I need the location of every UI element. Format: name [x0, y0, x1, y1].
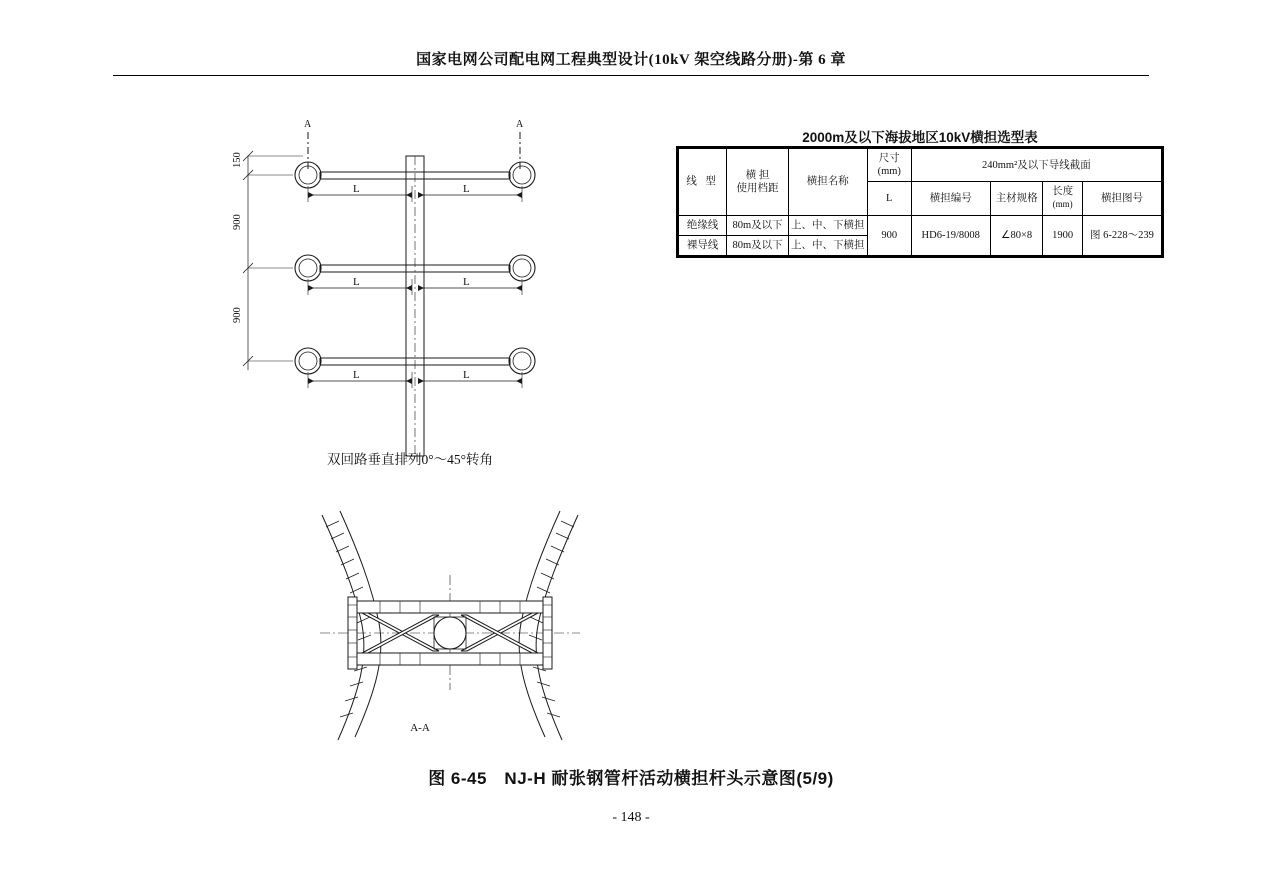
th-span [727, 149, 788, 216]
cell-code: HD6-19/8008 [911, 215, 990, 255]
th-length-L: L [867, 182, 911, 215]
cell-length-L: 900 [867, 215, 911, 255]
th-span-line1: 横 担 [745, 169, 770, 181]
dim-label-L: L [353, 183, 360, 195]
section-mark-a-left: A [304, 119, 312, 130]
cell-arm-name: 上、中、下横担 [788, 215, 867, 235]
elevation-svg [215, 110, 575, 490]
th-span-line2: 使用档距 [736, 182, 779, 194]
cell-drawing-no: 图 6-228～239 [1082, 215, 1161, 255]
th-line-type: 线 型 [679, 149, 727, 216]
cell-span: 80m及以下 [727, 235, 788, 255]
table-header-row-1 [679, 149, 1162, 182]
section-aa-label: A-A [410, 722, 430, 734]
elevation-caption: 双回路垂直排列0°～45°转角 [326, 452, 494, 467]
figure-caption: 图 6-45 NJ-H 耐张钢管杆活动横担杆头示意图(5/9) [428, 769, 834, 788]
running-header: 国家电网公司配电网工程典型设计(10kV 架空线路分册)-第 6 章 [416, 52, 846, 68]
cell-line-type: 裸导线 [679, 235, 727, 255]
section-mark-a-right: A [516, 119, 524, 130]
th-drawing-no: 横担图号 [1082, 182, 1161, 215]
dim-label-L: L [463, 369, 470, 381]
th-length-unit: (mm) [1052, 199, 1073, 210]
header-divider [113, 75, 1149, 76]
th-size-group: 尺寸(mm) [867, 149, 911, 182]
dim-label-L: L [353, 276, 360, 288]
th-section-group: 240mm²及以下导线截面 [911, 149, 1161, 182]
cell-line-type: 绝缘线 [679, 215, 727, 235]
section-aa-drawing [300, 505, 600, 755]
th-length-line1: 长度 [1052, 186, 1074, 198]
table-row [679, 215, 1162, 235]
dim-value-150: 150 [232, 152, 243, 168]
dim-value-900-lower: 900 [232, 307, 243, 323]
th-arm-name: 横担名称 [788, 149, 867, 216]
dim-label-L: L [353, 369, 360, 381]
dim-label-L: L [463, 276, 470, 288]
cell-span: 80m及以下 [727, 215, 788, 235]
dim-label-L: L [463, 183, 470, 195]
page-number: - 148 - [612, 810, 650, 825]
th-length [1043, 182, 1083, 215]
cell-length: 1900 [1043, 215, 1083, 255]
table-title: 2000m及以下海拔地区10kV横担选型表 [802, 130, 1038, 145]
th-material: 主材规格 [990, 182, 1043, 215]
crossarm-spec-table [676, 146, 1164, 258]
cell-material: ∠80×8 [990, 215, 1043, 255]
pole-head-elevation-drawing [215, 110, 575, 490]
th-code: 横担编号 [911, 182, 990, 215]
section-aa-svg [300, 505, 600, 755]
dim-value-900-upper: 900 [232, 214, 243, 230]
cell-arm-name: 上、中、下横担 [788, 235, 867, 255]
